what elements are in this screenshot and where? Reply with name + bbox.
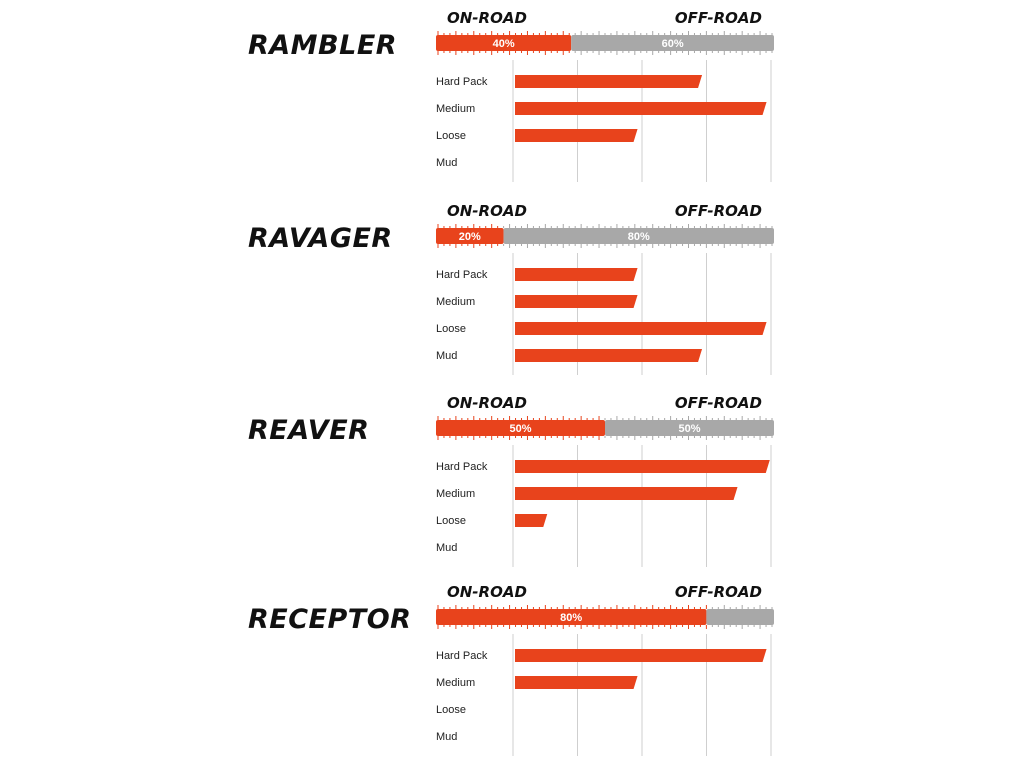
terrain-label-loose: Loose	[436, 704, 466, 716]
terrain-label-loose: Loose	[436, 323, 466, 335]
tire-panel-reaver	[248, 394, 774, 567]
on-road-label: ON-ROAD	[447, 583, 527, 601]
terrain-bar-medium	[515, 102, 767, 115]
terrain-bar-loose	[515, 129, 638, 142]
terrain-label-mud: Mud	[436, 731, 458, 743]
tire-name: RECEPTOR	[248, 604, 412, 635]
terrain-label-loose: Loose	[436, 515, 466, 527]
on-road-pct-label: 80%	[560, 612, 583, 624]
terrain-bar-hard-pack	[515, 460, 770, 473]
tire-panel-ravager	[248, 202, 774, 375]
tire-panel-rambler	[248, 9, 774, 182]
off-road-label: OFF-ROAD	[674, 9, 762, 27]
off-road-pct-label: 50%	[678, 423, 701, 435]
tire-name: RAMBLER	[248, 30, 398, 61]
terrain-label-mud: Mud	[436, 157, 458, 169]
terrain-label-medium: Medium	[436, 677, 476, 689]
on-road-label: ON-ROAD	[447, 394, 527, 412]
off-road-pct-label: 80%	[627, 231, 650, 243]
terrain-label-medium: Medium	[436, 296, 476, 308]
terrain-bar-hard-pack	[515, 268, 638, 281]
on-road-label: ON-ROAD	[447, 9, 527, 27]
terrain-label-hard-pack: Hard Pack	[436, 76, 488, 88]
terrain-label-mud: Mud	[436, 542, 458, 554]
terrain-bar-medium	[515, 676, 638, 689]
off-road-pct-label: 60%	[661, 38, 684, 50]
off-road-bar	[706, 609, 774, 625]
terrain-label-loose: Loose	[436, 130, 466, 142]
tire-name: REAVER	[248, 415, 370, 446]
tire-name: RAVAGER	[248, 223, 393, 254]
terrain-bar-medium	[515, 295, 638, 308]
terrain-label-medium: Medium	[436, 103, 476, 115]
on-road-pct-label: 20%	[458, 231, 481, 243]
off-road-label: OFF-ROAD	[674, 394, 762, 412]
off-road-label: OFF-ROAD	[674, 202, 762, 220]
terrain-bar-loose	[515, 322, 767, 335]
off-road-label: OFF-ROAD	[674, 583, 762, 601]
terrain-label-hard-pack: Hard Pack	[436, 650, 488, 662]
on-road-pct-label: 50%	[509, 423, 532, 435]
terrain-bar-medium	[515, 487, 738, 500]
on-road-label: ON-ROAD	[447, 202, 527, 220]
terrain-label-mud: Mud	[436, 350, 458, 362]
on-road-pct-label: 40%	[492, 38, 515, 50]
terrain-bar-mud	[515, 349, 702, 362]
terrain-label-hard-pack: Hard Pack	[436, 269, 488, 281]
terrain-label-hard-pack: Hard Pack	[436, 461, 488, 473]
terrain-label-medium: Medium	[436, 488, 476, 500]
terrain-bar-hard-pack	[515, 75, 702, 88]
tire-panel-receptor	[248, 583, 774, 756]
terrain-bar-loose	[515, 514, 547, 527]
terrain-bar-hard-pack	[515, 649, 767, 662]
